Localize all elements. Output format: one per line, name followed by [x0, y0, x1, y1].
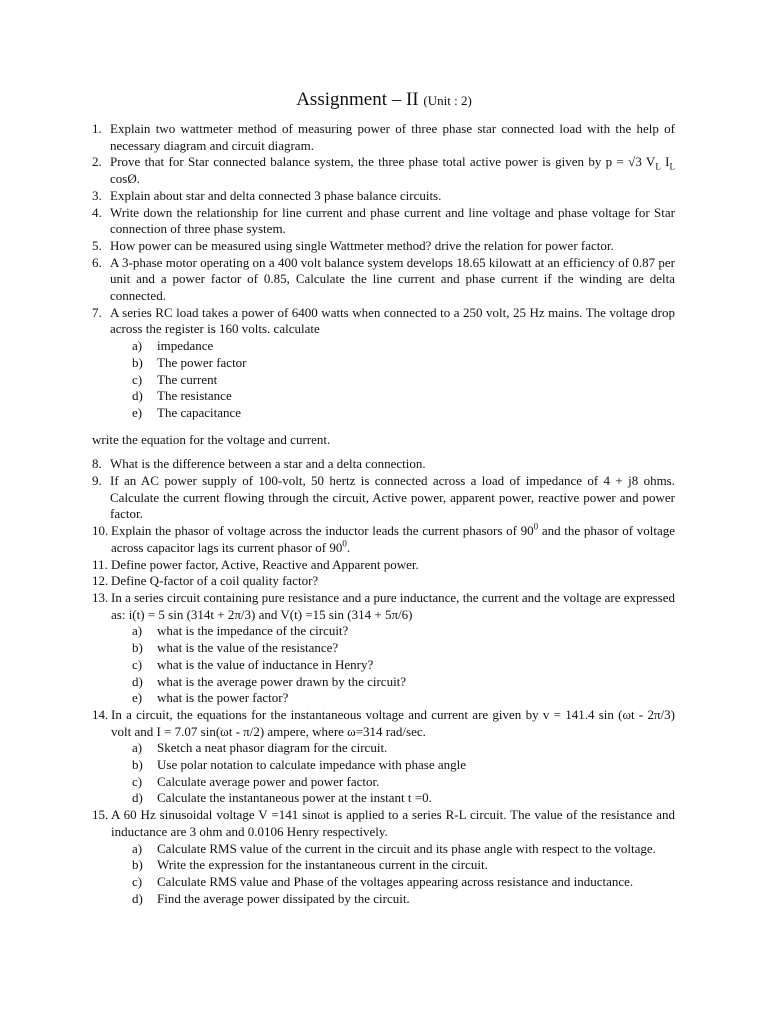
question-8: 8. What is the difference between a star and a delta connection. [92, 456, 426, 472]
question-9: 9. If an AC power supply of 100-volt, 50 hertz is connected across a load of impedance of 4 + j8 ohms. Calculate the current flowing through the circuit, Active power, apparent power, reactive power and power factor. [92, 473, 675, 522]
question-13: 13. In a series circuit containing pure resistance and a pure inductance, the current and the voltage are expressed as: i(t) = 5 sin (314t + 2π/3) and V(t) =15 sin (314 + 5π/6) [92, 589, 675, 622]
sub-item: b) Use polar notation to calculate impedance with phase angle [132, 757, 466, 773]
sub-item: a) impedance [132, 338, 214, 354]
question-list [92, 121, 675, 907]
sub-item: e) The capacitance [132, 404, 242, 420]
sub-item: c) what is the value of inductance in Henry? [132, 656, 374, 672]
sub-item: b) Write the expression for the instantaneous current in the circuit. [132, 857, 488, 873]
question-5: 5. How power can be measured using single Wattmeter method? drive the relation for power factor. [92, 237, 614, 253]
sub-item: a) what is the impedance of the circuit? [132, 623, 349, 639]
question-12: 12. Define Q-factor of a coil quality factor? [92, 573, 319, 589]
question-11: 11. Define power factor, Active, Reactive and Apparent power. [92, 556, 419, 572]
question-2: 2. Prove that for Star connected balance system, the three phase total active power is given by p = √3 $V_L$ $I_L$ cosØ. [92, 154, 675, 187]
sub-item: d) The resistance [132, 388, 232, 404]
sub-item: d) what is the average power drawn by the circuit? [132, 673, 407, 689]
sub-item: c) Calculate RMS value and Phase of the voltages appearing across resistance and inductance. [132, 873, 634, 889]
question-14: 14. In a circuit, the equations for the instantaneous voltage and current are given by v = 141.4 sin (ωt - 2π/3) volt and I = 7.07 sin(ωt - π/2) ampere, where ω=314 rad/sec. [92, 706, 675, 739]
sub-item: c) Calculate average power and power factor. [132, 773, 380, 789]
question-4: 4. Write down the relationship for line current and phase current and line voltage and phase voltage for Star connection of three phase system. [92, 204, 675, 237]
note-text: write the equation for the voltage and current. [92, 431, 331, 447]
sub-item: a) Calculate RMS value of the current in the circuit and its phase angle with respect to the voltage. [132, 840, 656, 856]
sub-item: e) what is the power factor? [132, 690, 289, 706]
question-6: 6. A 3-phase motor operating on a 400 volt balance system develops 18.65 kilowatt at an efficiency of 0.87 per unit and a power factor of 0.85, Calculate the line current and phase current if the winding are delta connected. [92, 254, 675, 304]
sub-item: a) Sketch a neat phasor diagram for the circuit. [132, 740, 388, 756]
sub-item: c) The current [132, 371, 218, 387]
title-main: Assignment – II [296, 89, 419, 110]
sub-item: d) Find the average power dissipated by the circuit. [132, 890, 410, 906]
sub-item: b) what is the value of the resistance? [132, 640, 339, 656]
question-3: 3. Explain about star and delta connected 3 phase balance circuits. [92, 187, 442, 203]
question-15: 15. A 60 Hz sinusoidal voltage V =141 sinωt is applied to a series R-L circuit. The value of the resistance and inductance are 3 ohm and 0.0106 Henry respectively. [92, 807, 675, 839]
question-1: 1. Explain two wattmeter method of measuring power of three phase star connected load with the help of necessary diagram and circuit diagram. [92, 121, 675, 153]
question-7: 7. A series RC load takes a power of 6400 watts when connected to a 250 volt, 25 Hz mains. The voltage drop across the register is 160 volts. calculate [92, 304, 675, 337]
sub-item: b) The power factor [132, 354, 247, 370]
title-unit: (Unit : 2) [423, 93, 472, 108]
page-title [0, 88, 768, 113]
question-10: 10. Explain the phasor of voltage across the inductor leads the current phasors of $90^0$ and the phasor of voltage across capacitor lags its current phasor of $90^0$. [92, 521, 675, 555]
sub-item: d) Calculate the instantaneous power at the instant t =0. [132, 790, 432, 806]
